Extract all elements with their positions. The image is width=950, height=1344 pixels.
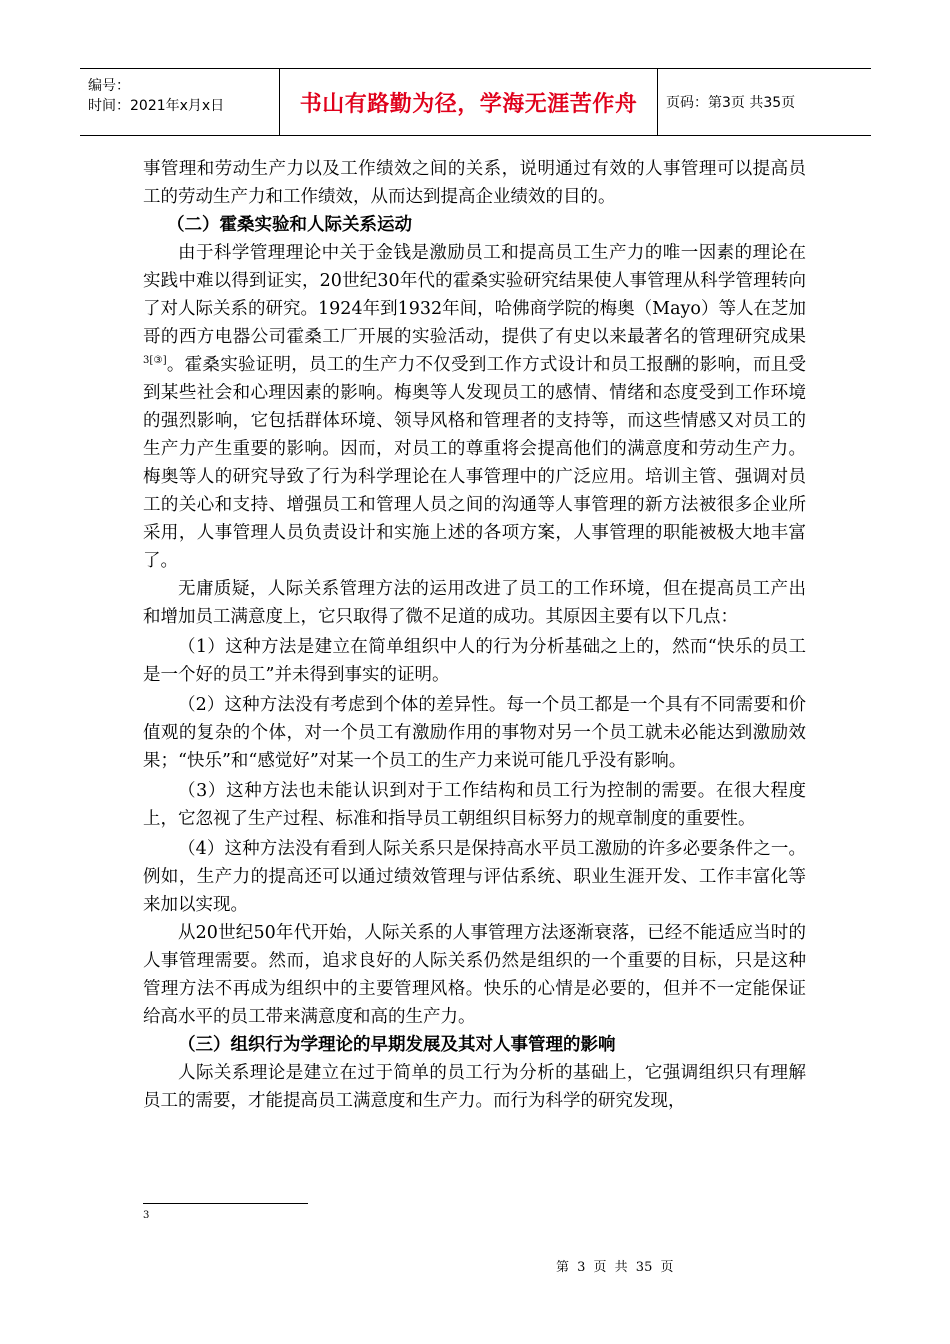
paragraph-critique: 无庸质疑，人际关系管理方法的运用改进了员工的工作环境，但在提高员工产出和增加员工满意度上，它只取得了微不足道的成功。其原因主要有以下几点： [143, 579, 806, 627]
header-motto-cell [280, 69, 658, 135]
motto-text: 书山有路勤为径，学海无涯苦作舟 [299, 91, 638, 117]
paragraph-hawthorne [143, 239, 806, 575]
list-item-2: （2）这种方法没有考虑到个体的差异性。每一个员工都是一个具有不同需要和价值观的复杂的个体，对一个员工有激励作用的事物对另一个员工就未必能达到激励效果；“快乐”和“感觉好”对某一个员工的生产力来说可能几乎没有影响。 [143, 695, 806, 771]
section-heading-2: （二）霍桑实验和人际关系运动 [167, 215, 412, 235]
serial-label: 编号： [88, 78, 130, 94]
footnote-separator [143, 1203, 308, 1204]
date-label: 时间：2021年x月x日 [88, 98, 225, 114]
section-heading-3: （三）组织行为学理论的早期发展及其对人事管理的影响 [178, 1035, 616, 1055]
page-header [80, 68, 871, 136]
list-item-1: （1）这种方法是建立在简单组织中人的行为分析基础之上的，然而“快乐的员工是一个好的员工”并未得到事实的证明。 [143, 637, 806, 685]
footnote-number: 3 [143, 1210, 150, 1221]
citation-marker: 3[③] [143, 355, 167, 367]
list-item-4: （4）这种方法没有看到人际关系只是保持高水平员工激励的许多必要条件之一。例如，生产力的提高还可以通过绩效管理与评估系统、职业生涯开发、工作丰富化等来加以实现。 [143, 839, 806, 915]
paragraph-org-behavior: 人际关系理论是建立在过于简单的员工行为分析的基础上，它强调组织只有理解员工的需要，才能提高员工满意度和生产力。而行为科学的研究发现， [143, 1063, 806, 1111]
document-body [143, 155, 806, 1115]
page-footer: 第 3 页 共 35 页 [556, 1260, 674, 1275]
list-item-3: （3）这种方法也未能认识到对于工作结构和员工行为控制的需要。在很大程度上，它忽视了生产过程、标准和指导员工朝组织目标努力的规章制度的重要性。 [143, 781, 806, 829]
paragraph-decline: 从20世纪50年代开始，人际关系的人事管理方法逐渐衰落，已经不能适应当时的人事管理需要。然而，追求良好的人际关系仍然是组织的一个重要的目标，只是这种管理方法不再成为组织中的主要管理风格。快乐的心情是必要的，但并不一定能保证给高水平的员工带来满意度和高的生产力。 [143, 923, 806, 1027]
paragraph-hawthorne-part1: 由于科学管理理论中关于金钱是激励员工和提高员工生产力的唯一因素的理论在实践中难以得到证实，20世纪30年代的霍桑实验研究结果使人事管理从科学管理转向了对人际关系的研究。1924年到1932年间，哈佛商学院的梅奥（Mayo）等人在芝加哥的西方电器公司霍桑工厂开展的实验活动，提供了有史以来最著名的管理研究成果 [143, 243, 806, 347]
paragraph-hawthorne-part2: 。霍桑实验证明，员工的生产力不仅受到工作方式设计和员工报酬的影响，而且受到某些社会和心理因素的影响。梅奥等人发现员工的感情、情绪和态度受到工作环境的强烈影响，它包括群体环境、领导风格和管理者的支持等，而这些情感又对员工的生产力产生重要的影响。因而，对员工的尊重将会提高他们的满意度和劳动生产力。梅奥等人的研究导致了行为科学理论在人事管理中的广泛应用。培训主管、强调对员工的关心和支持、增强员工和管理人员之间的沟通等人事管理的新方法被很多企业所采用，人事管理人员负责设计和实施上述的各项方案，人事管理的职能被极大地丰富了。 [143, 355, 806, 571]
page-info: 页码：第3页 共35页 [666, 95, 796, 111]
header-meta-cell [80, 69, 280, 135]
header-page-cell [658, 69, 871, 135]
paragraph-continuation: 事管理和劳动生产力以及工作绩效之间的关系，说明通过有效的人事管理可以提高员工的劳动生产力和工作绩效，从而达到提高企业绩效的目的。 [143, 159, 806, 207]
